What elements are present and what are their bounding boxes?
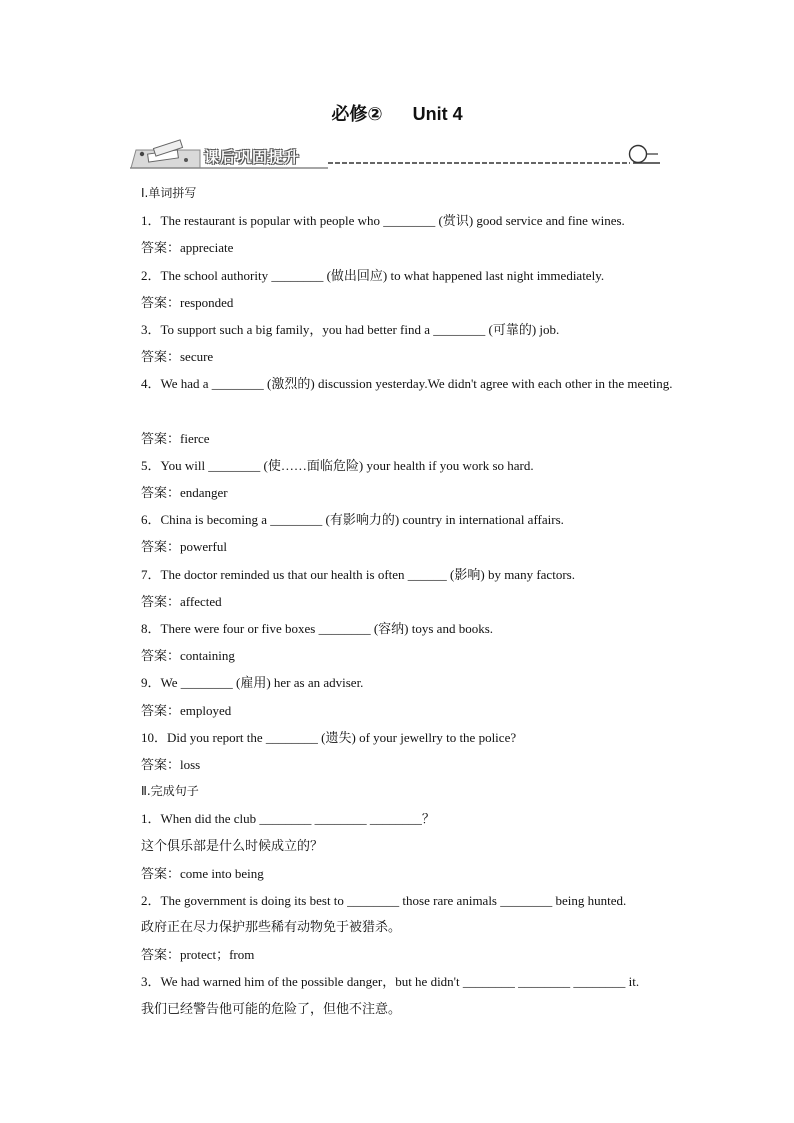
answer-9: 答案：employed bbox=[141, 702, 232, 718]
question-10: 10．Did you report the ________ (遗失) of your jewellry to the police? bbox=[141, 729, 517, 745]
answer-2: 答案：responded bbox=[141, 294, 234, 310]
sentence-question-2: 2．The government is doing its best to ________ those rare animals ________ being hunted. bbox=[141, 892, 627, 908]
sentence-question-1: 1．When did the club ________ ________ ________？ bbox=[141, 811, 435, 827]
banner-label: 课后巩固提升 bbox=[204, 148, 301, 166]
question-7: 7．The doctor reminded us that our health is often ______ (影响) by many factors. bbox=[141, 566, 575, 582]
question-2: 2．The school authority ________ (做出回应) to what happened last night immediately. bbox=[141, 267, 605, 283]
section-heading-vocabulary: Ⅰ.单词拼写 bbox=[141, 186, 197, 200]
answer-8: 答案：containing bbox=[141, 648, 235, 664]
page-title bbox=[0, 100, 794, 126]
question-9: 9．We ________ (雇用) her as an adviser. bbox=[141, 675, 364, 691]
section-banner bbox=[128, 138, 664, 172]
answer-1: 答案：appreciate bbox=[141, 240, 234, 256]
sentence-answer-2: 答案：protect；from bbox=[141, 947, 255, 963]
exercise-content bbox=[112, 180, 684, 1023]
question-1: 1．The restaurant is popular with people who ________ (赏识) good service and fine wines. bbox=[141, 213, 625, 229]
section-heading-sentences: Ⅱ.完成句子 bbox=[141, 784, 199, 799]
sentence-translation-2: 政府正在尽力保护那些稀有动物免于被猎杀。 bbox=[141, 920, 402, 936]
answer-4: 答案：fierce bbox=[141, 430, 210, 446]
answer-5: 答案：endanger bbox=[141, 485, 228, 501]
sentence-translation-1: 这个俱乐部是什么时候成立的？ bbox=[141, 838, 324, 854]
sentence-answer-1: 答案：come into being bbox=[141, 865, 264, 881]
sentence-translation-3: 我们已经警告他可能的危险了，但他不注意。 bbox=[141, 1001, 402, 1017]
question-4: 4．We had a ________ (激烈的) discussion yesterday.We didn't agree with each other in the meeting. bbox=[141, 376, 673, 392]
question-3: 3．To support such a big family，you had better find a ________ (可靠的) job. bbox=[141, 321, 560, 337]
question-5: 5．You will ________ (使……面临危险) your health if you work so hard. bbox=[141, 457, 534, 473]
question-8: 8．There were four or five boxes ________ (容纳) toys and books. bbox=[141, 621, 494, 637]
answer-3: 答案：secure bbox=[141, 349, 214, 365]
circle-icon bbox=[630, 146, 647, 163]
sentence-question-3: 3．We had warned him of the possible danger，but he didn't ________ ________ ________ it. bbox=[141, 974, 640, 990]
answer-7: 答案：affected bbox=[141, 593, 222, 609]
answer-10: 答案：loss bbox=[141, 756, 201, 772]
question-6: 6．China is becoming a ________ (有影响力的) country in international affairs. bbox=[141, 512, 564, 528]
title-unit: Unit 4 bbox=[412, 104, 463, 124]
answer-6: 答案：powerful bbox=[141, 539, 227, 555]
title-module: 必修② bbox=[331, 104, 383, 124]
